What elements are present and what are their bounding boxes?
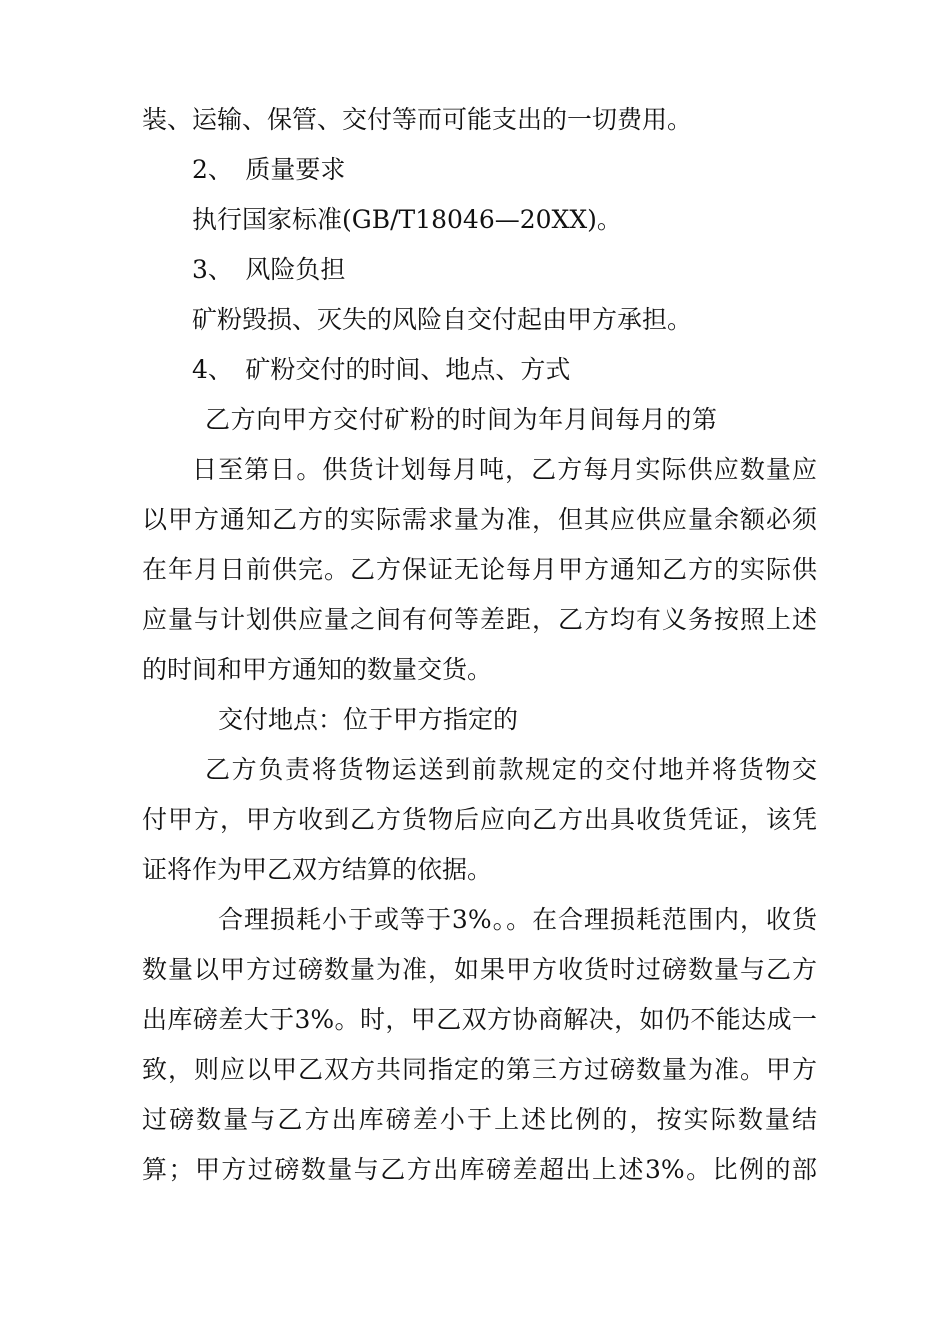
text-line-16: 证将作为甲乙双方结算的依据。 <box>142 855 493 884</box>
text-line-12: 的时间和甲方通知的数量交货。 <box>142 655 493 684</box>
text-line-delivery-location: 交付地点：位于甲方指定的 <box>218 705 519 734</box>
text-line-8: 日至第日。供货计划每月吨，乙方每月实际供应数量应 <box>192 455 817 484</box>
section-heading-delivery: 4、 矿粉交付的时间、地点、方式 <box>192 355 571 384</box>
section-heading-risk: 3、 风险负担 <box>192 255 346 284</box>
text-line-18: 数量以甲方过磅数量为准，如果甲方收货时过磅数量与乙方 <box>142 955 817 984</box>
text-line-1: 装、运输、保管、交付等而可能支出的一切费用。 <box>142 105 693 134</box>
text-line-9: 以甲方通知乙方的实际需求量为准，但其应供应量余额必须 <box>142 505 817 534</box>
text-line-14: 乙方负责将货物运送到前款规定的交付地并将货物交 <box>205 755 817 784</box>
text-line-10: 在年月日前供完。乙方保证无论每月甲方通知乙方的实际供 <box>142 555 817 584</box>
text-line-22: 算；甲方过磅数量与乙方出库磅差超出上述3%。比例的部 <box>142 1155 817 1184</box>
text-line-19: 出库磅差大于3%。时，甲乙双方协商解决，如仍不能达成一 <box>142 1005 817 1034</box>
text-line-21: 过磅数量与乙方出库磅差小于上述比例的，按实际数量结 <box>142 1105 817 1134</box>
text-line-17: 合理损耗小于或等于3%。。在合理损耗范围内，收货 <box>218 905 817 934</box>
section-heading-quality: 2、 质量要求 <box>192 155 346 184</box>
text-line-risk: 矿粉毁损、灭失的风险自交付起由甲方承担。 <box>192 305 693 334</box>
text-line-7: 乙方向甲方交付矿粉的时间为年月间每月的第 <box>205 405 717 434</box>
text-line-11: 应量与计划供应量之间有何等差距，乙方均有义务按照上述 <box>142 605 817 634</box>
text-line-standard: 执行国家标准(GB/T18046—20XX)。 <box>192 205 622 234</box>
text-line-15: 付甲方，甲方收到乙方货物后应向乙方出具收货凭证，该凭 <box>142 805 817 834</box>
text-line-20: 致，则应以甲乙双方共同指定的第三方过磅数量为准。甲方 <box>142 1055 817 1084</box>
